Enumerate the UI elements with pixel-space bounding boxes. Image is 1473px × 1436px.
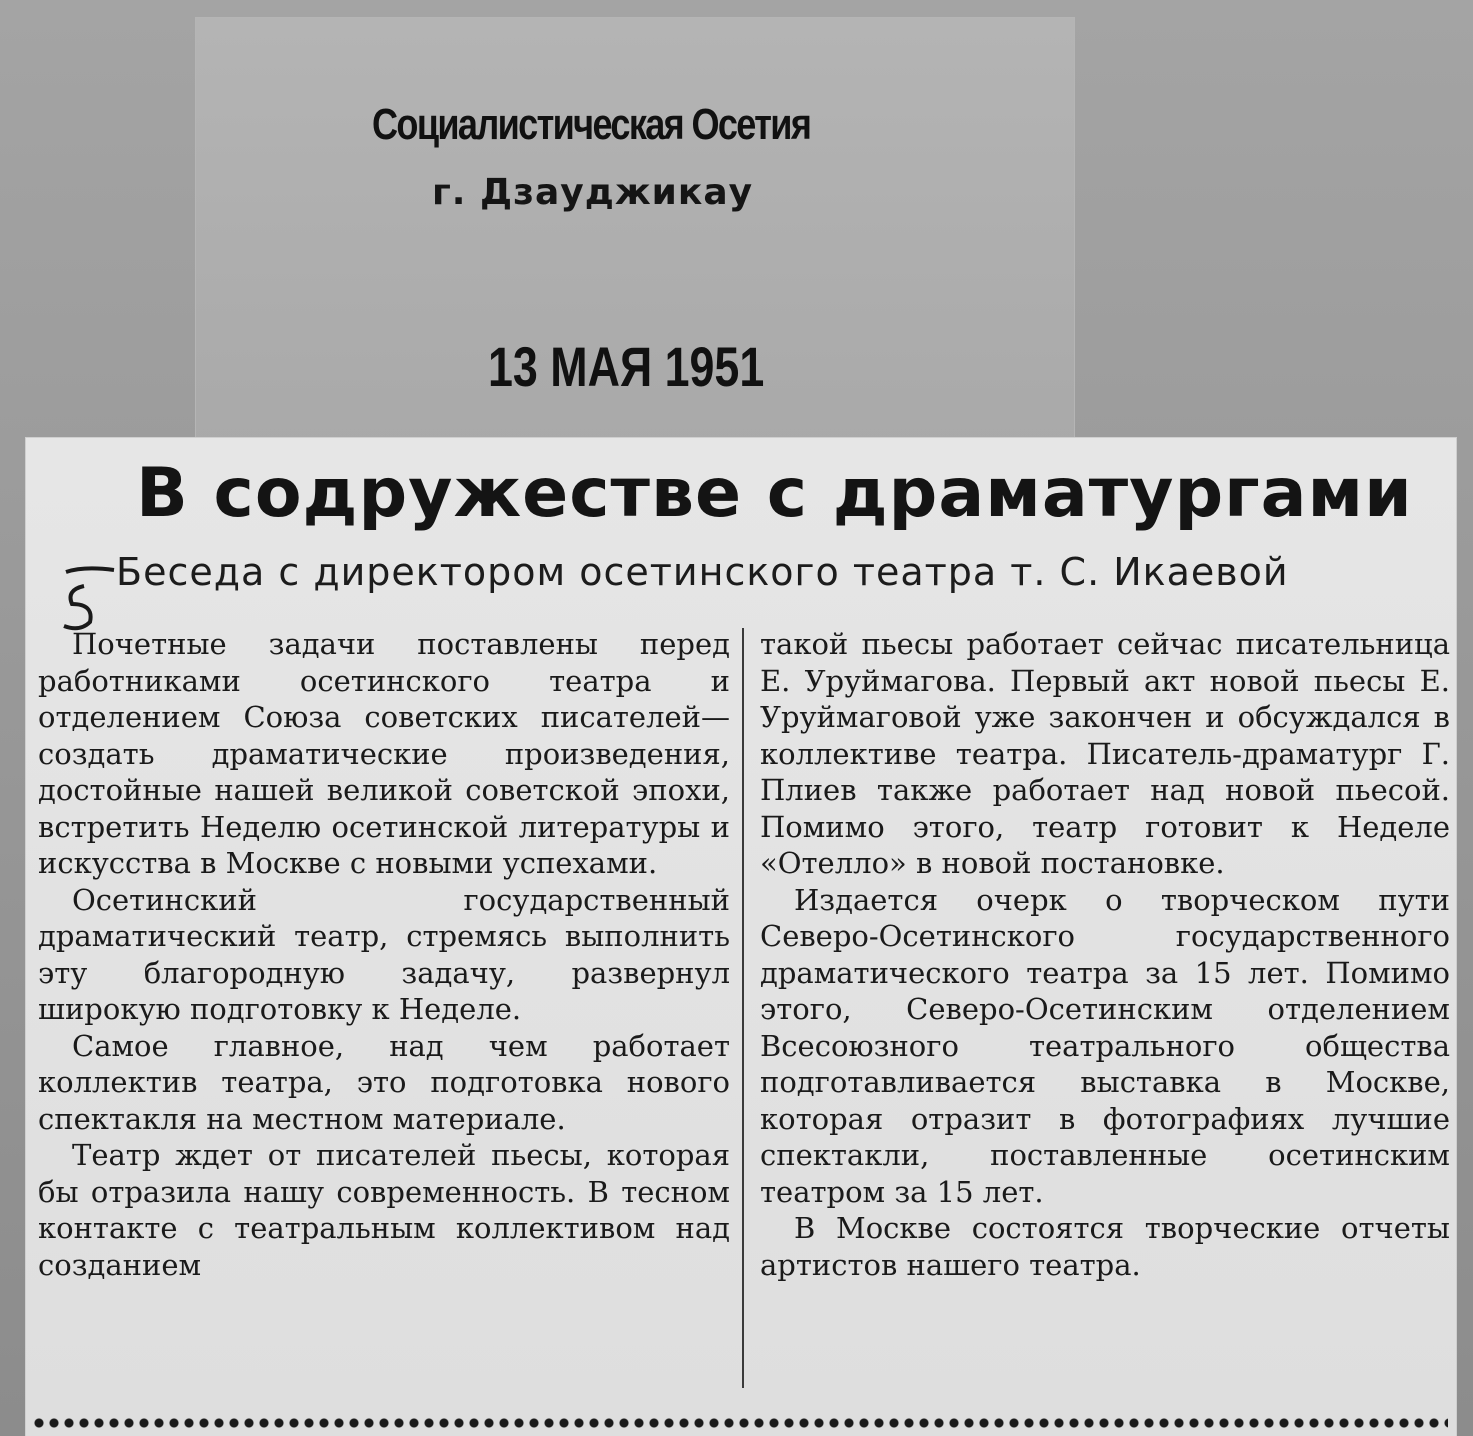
newspaper-clipping — [26, 438, 1456, 1436]
article-paragraph: Осетинский государственный драматический театр, стремясь выполнить эту благородную задачу, развернул широкую подготовку к Неделе. — [38, 882, 730, 1026]
article-subheadline: Беседа с директором осетинского театра т. С. Икаевой — [116, 550, 1289, 594]
article-paragraph: Самое главное, над чем работает коллектив театра, это подготовка нового спектакля на местном материале. — [38, 1028, 730, 1136]
stamp-card — [196, 18, 1074, 448]
article-paragraph: В Москве состоятся творческие отчеты артистов нашего театра. — [760, 1211, 1450, 1282]
stamp-date: 13 МАЯ 1951 — [488, 335, 765, 398]
article-column-right — [760, 626, 1450, 1283]
article-paragraph: Издается очерк о творческом пути Северо-Осетинского государственного драматического театра за 15 лет. Помимо этого, Северо-Осетинским отделением Всесоюзного театрального общества подготавливается выставка в Москве, которая отразит в фотографиях лучшие спектакли, поставленные осетинским театром за 15 лет. — [760, 882, 1450, 1209]
article-paragraph: Почетные задачи поставлены перед работниками осетинского театра и отделением Союза советских писателей—создать драматические произведения, достойные нашей великой советской эпохи, встретить Неделю осетинской литературы и искусства в Москве с новыми успехами. — [38, 627, 730, 880]
article-paragraph: Театр ждет от писателей пьесы, которая бы отразила нашу современность. В тесном контакте с театральным коллективом над созданием — [38, 1138, 730, 1282]
article-column-left — [38, 626, 730, 1283]
stamp-newspaper-name: Социалистическая Осетия — [372, 100, 811, 149]
article-headline: В содружестве с драматургами — [136, 454, 1413, 533]
article-paragraph: такой пьесы работает сейчас писательница Е. Уруймагова. Первый акт новой пьесы Е. Уруймаговой уже закончен и обсуждался в коллективе театра. Писатель-драматург Г. Плиев также работает над новой пьесой. Помимо этого, театр готовит к Неделе «Отелло» в новой постановке. — [760, 627, 1450, 880]
column-divider — [742, 628, 744, 1388]
stamp-city: г. Дзауджикау — [432, 172, 754, 213]
dotted-separator — [32, 1416, 1448, 1430]
